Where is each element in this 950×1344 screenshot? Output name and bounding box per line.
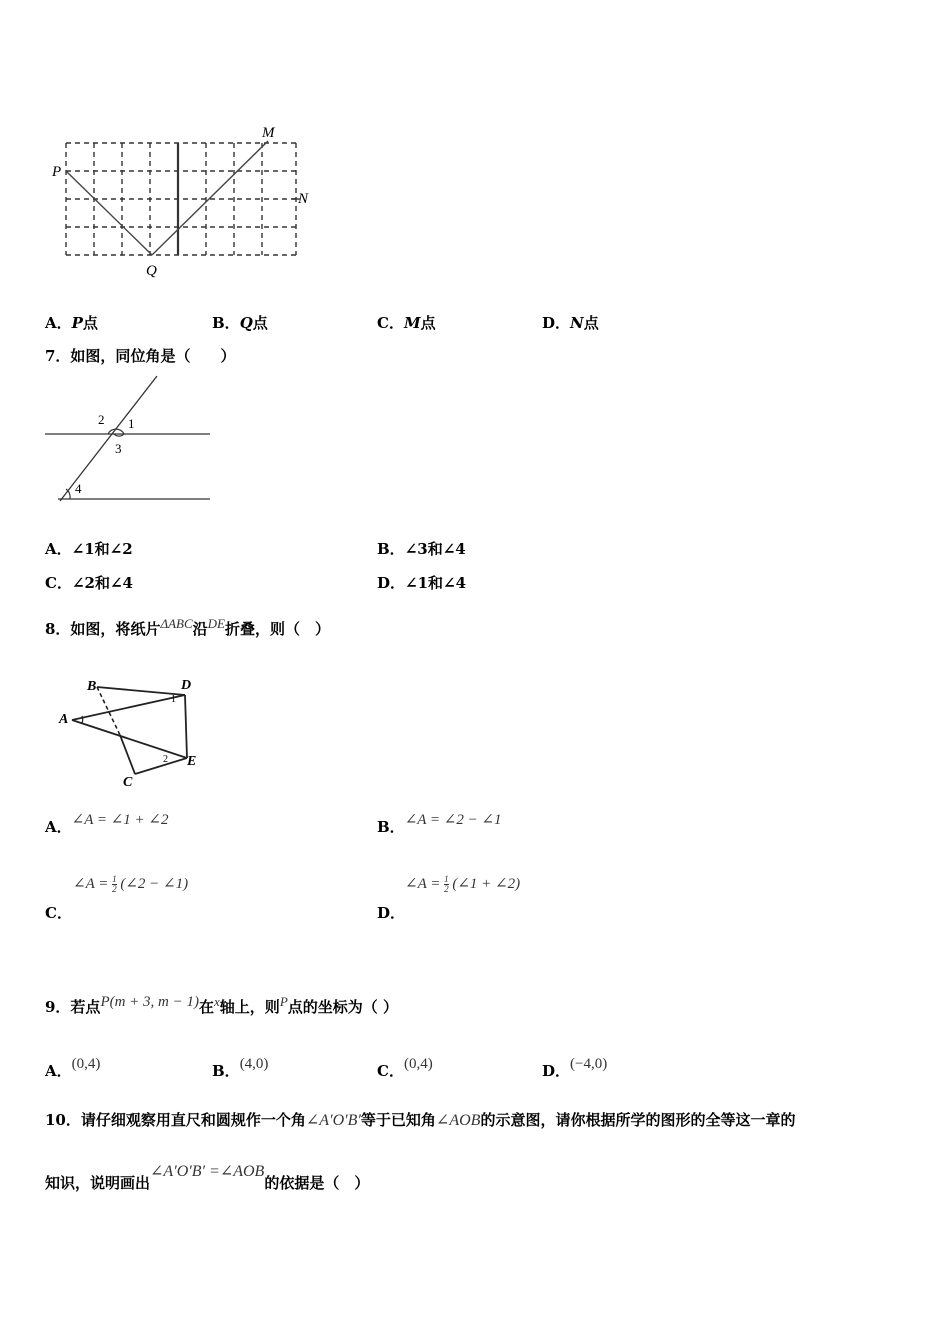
q7-stem: 7．如图，同位角是（ ） [45, 347, 236, 365]
option-letter: D． [542, 1062, 571, 1080]
option-letter: B． [377, 540, 405, 558]
option-expr [73, 874, 188, 894]
stem-text: 等于已知角 [360, 1111, 436, 1129]
label-m: M [262, 125, 275, 141]
stem-text: 9．若点 [45, 998, 101, 1016]
option-text: ∠3和∠4 [404, 540, 466, 558]
option-expr [405, 874, 520, 894]
denominator: 2 [444, 884, 449, 895]
option-letter: C． [45, 574, 72, 592]
angle-label-3: 3 [115, 441, 122, 456]
option-var: M [403, 314, 421, 332]
label-b: B [87, 679, 97, 694]
q6-option-a[interactable] [45, 312, 98, 333]
q9-option-a[interactable] [45, 1052, 101, 1080]
option-letter: C． [45, 904, 72, 922]
q8-stem [45, 618, 330, 639]
q8-figure [45, 670, 215, 790]
expr-text: ∠A = [405, 876, 445, 892]
angle-label-2: 2 [163, 754, 168, 765]
option-letter: B． [212, 1062, 240, 1080]
angle-expr: ∠AOB [435, 1112, 481, 1129]
expr-text: (∠2 − ∠1) [120, 876, 189, 892]
option-letter: D． [542, 314, 571, 332]
angle-label-2: 2 [98, 412, 105, 427]
option-text: ∠1和∠2 [71, 540, 133, 558]
stem-text: 轴上，则 [219, 998, 280, 1016]
option-value: (−4,0) [570, 1056, 608, 1072]
stem-text: 在 [199, 998, 215, 1016]
option-var: Q [239, 314, 253, 332]
label-a: A [59, 712, 69, 727]
label-q: Q [146, 263, 157, 279]
stem-text: 8．如图，将纸片 [45, 620, 161, 638]
fraction [112, 875, 117, 894]
q10-stem-line1 [45, 1109, 795, 1130]
q6-option-c[interactable] [377, 312, 436, 333]
option-expr: ∠A = ∠1 + ∠2 [71, 812, 169, 828]
option-var: N [570, 314, 584, 332]
label-p: P [52, 164, 62, 180]
q7-figure [40, 368, 220, 508]
stem-text: 知识，说明画出 [45, 1174, 151, 1192]
expr-text: ∠A = [73, 876, 113, 892]
point-expr: P(m + 3, m − 1) [100, 994, 199, 1010]
angle-label-1: 1 [171, 694, 176, 705]
q8-option-a[interactable] [45, 808, 169, 836]
q9-option-c[interactable] [377, 1052, 433, 1080]
label-c: C [123, 775, 133, 790]
axis-symbol: x [214, 994, 220, 1009]
option-letter: B． [377, 818, 405, 836]
label-n: N [298, 191, 309, 207]
option-letter: A． [45, 540, 72, 558]
q6-option-d[interactable] [542, 312, 599, 333]
option-letter: A． [45, 818, 72, 836]
angle-label-4: 4 [75, 481, 82, 496]
equation-expr: ∠A′O′B′ =∠AOB [150, 1163, 265, 1180]
stem-text: 的依据是（ ） [264, 1174, 370, 1192]
option-expr: ∠A = ∠2 − ∠1 [404, 812, 502, 828]
stem-text: 沿 [192, 620, 208, 638]
triangle-symbol: ΔABC [160, 616, 193, 631]
option-letter: A． [45, 1062, 72, 1080]
fraction [444, 875, 449, 894]
label-e: E [187, 754, 197, 769]
q10-stem-line2 [45, 1160, 370, 1192]
option-letter: C． [377, 314, 404, 332]
segment-symbol: DE [207, 616, 225, 631]
angle-expr: ∠A′O′B′ [305, 1112, 361, 1129]
option-letter: D． [377, 574, 406, 592]
q9-option-b[interactable] [212, 1052, 269, 1080]
option-letter: B． [212, 314, 240, 332]
stem-text: 点的坐标为（ ） [287, 998, 398, 1016]
option-text: ∠2和∠4 [71, 574, 133, 592]
q7-option-a[interactable] [45, 538, 133, 559]
label-d: D [181, 678, 192, 693]
option-text: 点 [252, 314, 268, 332]
q9-stem [45, 996, 398, 1017]
option-text: 点 [82, 314, 98, 332]
stem-text: 折叠，则（ ） [225, 620, 331, 638]
option-var: P [71, 314, 83, 332]
denominator: 2 [112, 884, 117, 895]
q8-option-b[interactable] [377, 808, 502, 836]
option-value: (0,4) [403, 1056, 433, 1072]
stem-text: 10．请仔细观察用直尺和圆规作一个角 [45, 1111, 306, 1129]
numerator: 1 [444, 874, 449, 885]
q9-option-d[interactable] [542, 1052, 608, 1080]
option-text: 点 [583, 314, 599, 332]
point-symbol: P [279, 994, 288, 1009]
numerator: 1 [112, 874, 117, 885]
option-letter: D． [377, 904, 406, 922]
option-letter: C． [377, 1062, 404, 1080]
q6-option-b[interactable] [212, 312, 268, 333]
expr-text: (∠1 + ∠2) [452, 876, 521, 892]
q7-option-b[interactable] [377, 538, 466, 559]
stem-text: 的示意图，请你根据所学的图形的全等这一章的 [480, 1111, 796, 1129]
q7-option-d[interactable] [377, 572, 466, 593]
q7-option-c[interactable] [45, 572, 133, 593]
option-value: (4,0) [239, 1056, 269, 1072]
angle-label-1: 1 [128, 416, 135, 431]
option-value: (0,4) [71, 1056, 101, 1072]
option-text: 点 [420, 314, 436, 332]
q6-grid-figure [40, 115, 330, 285]
option-letter: A． [45, 314, 72, 332]
option-text: ∠1和∠4 [405, 574, 467, 592]
